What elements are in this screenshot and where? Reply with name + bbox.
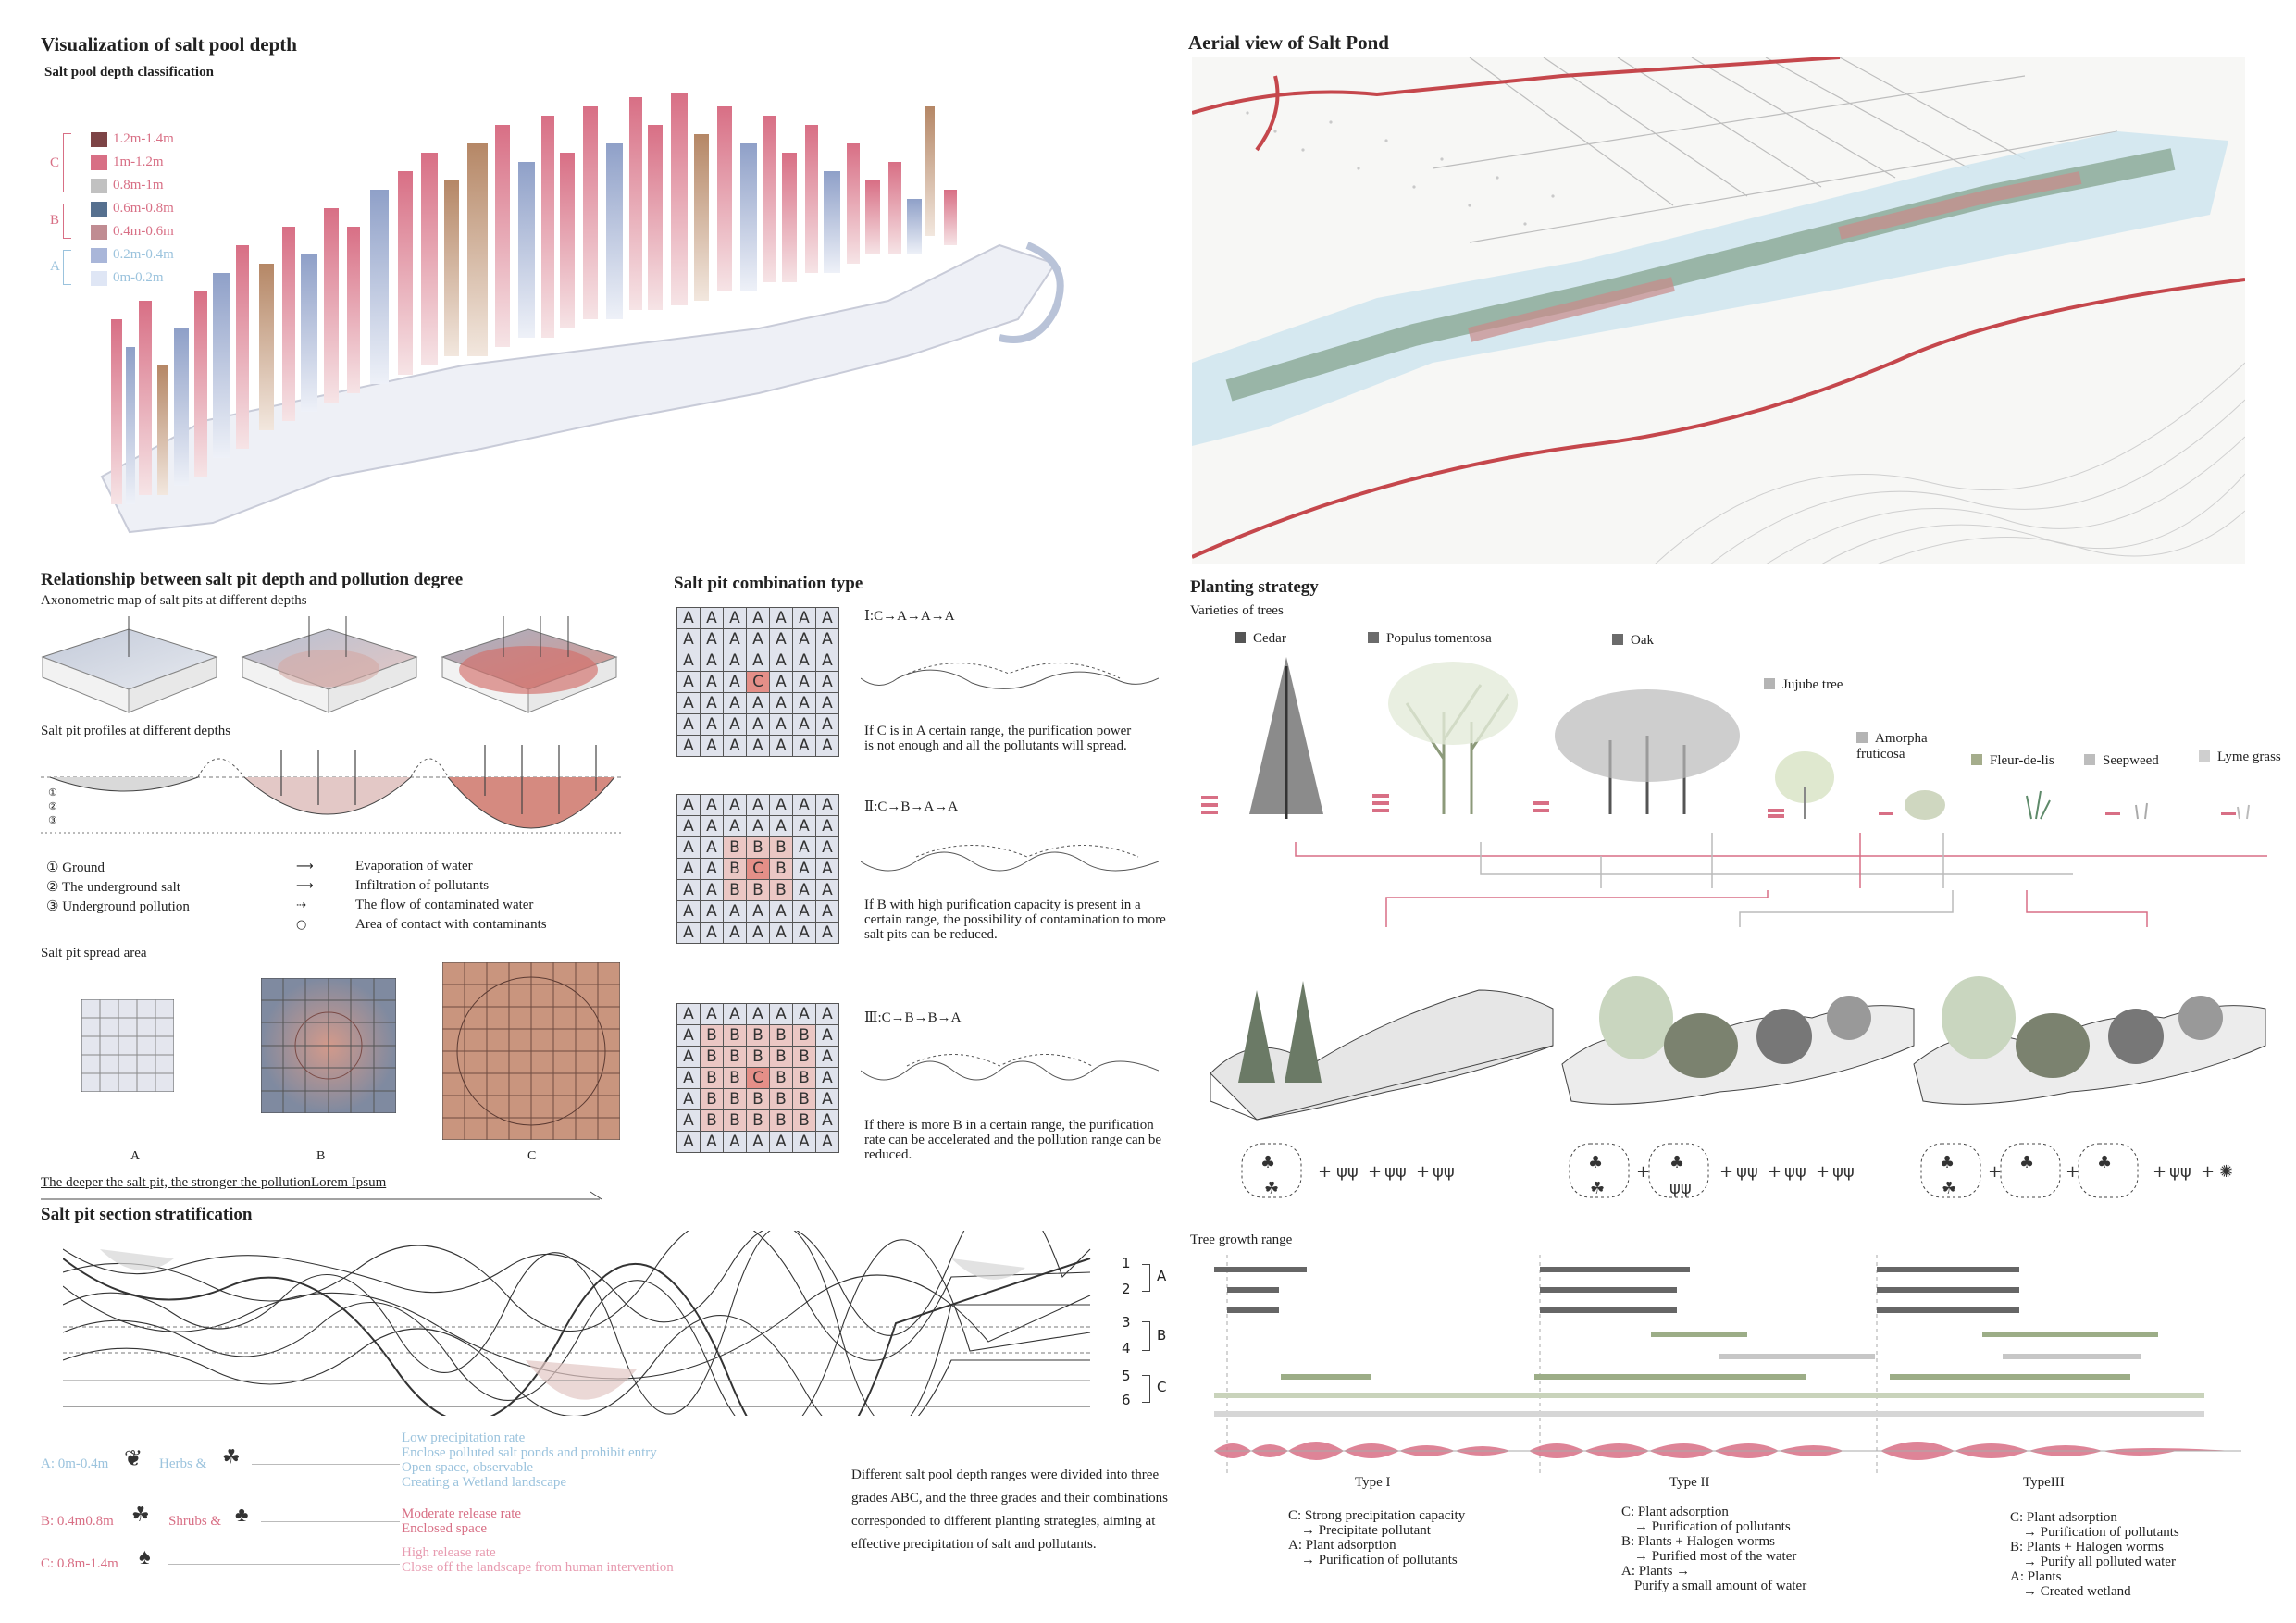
grid-cell: B	[770, 880, 793, 901]
grid-cell: A	[770, 629, 793, 650]
layer-2: 2	[1122, 1281, 1131, 1297]
shrub-icon: ☘	[131, 1503, 150, 1526]
grid-cell: A	[793, 923, 816, 944]
grid-cell: B	[793, 1047, 816, 1068]
aerial-view-image	[1192, 57, 2245, 564]
svg-text:ψψ: ψψ	[1669, 1179, 1692, 1198]
grid-cell: B	[747, 880, 770, 901]
type-2-name: Type II	[1669, 1475, 1710, 1490]
grid-cell: A	[724, 693, 747, 714]
grid-cell: A	[724, 714, 747, 736]
grid-cell: A	[816, 629, 839, 650]
tree-growth-range-chart	[1214, 1255, 2251, 1477]
grid-cell: A	[816, 859, 839, 880]
grid-cell: B	[770, 1110, 793, 1132]
svg-text:+: +	[1416, 1162, 1431, 1182]
strategy-b-plant: Shrubs &	[168, 1514, 222, 1529]
grid-cell: A	[724, 923, 747, 944]
grid-cell: A	[677, 629, 701, 650]
profile-marker-1: ①	[48, 787, 57, 799]
svg-text:+: +	[1368, 1162, 1383, 1182]
grid-cell: A	[770, 923, 793, 944]
section-title: Salt pit section stratification	[41, 1205, 253, 1224]
grid-cell: A	[677, 880, 701, 901]
grid-cell: A	[701, 1132, 724, 1153]
pollution-footer: The deeper the salt pit, the stronger the pollutionLorem Ipsum	[41, 1175, 387, 1190]
grid-cell: A	[793, 1132, 816, 1153]
svg-text:+: +	[1988, 1162, 2003, 1182]
legend-item: 0.8m-1m	[91, 174, 164, 197]
grid-cell: A	[677, 1110, 701, 1132]
legend-item: 1.2m-1.4m	[91, 128, 174, 151]
grid-cell: A	[793, 672, 816, 693]
grid-cell: A	[770, 672, 793, 693]
grid-cell: A	[770, 693, 793, 714]
svg-text:♣: ♣	[2019, 1153, 2035, 1172]
axo-label: Axonometric map of salt pits at different depths	[41, 593, 307, 608]
tree-label-fleur: Fleur-de-lis	[1971, 753, 2054, 769]
combination-type-1-text: If C is in A certain range, the purification power is not enough and all the pollutants will spread.	[864, 724, 1132, 753]
grid-cell: A	[816, 837, 839, 859]
grid-cell: A	[770, 901, 793, 923]
legend-ground: ① Ground	[46, 861, 105, 875]
legend-item: 1m-1.2m	[91, 151, 164, 174]
grade-a-label: A	[50, 259, 60, 274]
grid-cell: A	[701, 859, 724, 880]
strategy-b-connector	[261, 1521, 400, 1522]
grade-c-bracket	[63, 133, 71, 192]
legend-item: 0.2m-0.4m	[91, 243, 174, 266]
layer-3: 3	[1122, 1314, 1131, 1331]
combination-type-3-label: Ⅲ:C→B→B→A	[864, 1010, 962, 1025]
terrain-type-2	[1562, 976, 1914, 1104]
grid-cell: A	[793, 816, 816, 837]
axo-pit-b	[242, 616, 416, 712]
tree-varieties-illustration	[1194, 648, 2267, 888]
tree-icon: ♣	[235, 1503, 249, 1526]
grid-cell: B	[724, 880, 747, 901]
circle-icon: ○	[296, 918, 307, 932]
grid-cell: A	[770, 714, 793, 736]
grid-cell: A	[816, 816, 839, 837]
tree-label-oak: Oak	[1612, 633, 1654, 649]
grid-cell: A	[747, 629, 770, 650]
grid-cell: A	[816, 714, 839, 736]
grid-cell: A	[770, 736, 793, 757]
grid-cell: B	[724, 1025, 747, 1047]
grid-cell: B	[701, 1068, 724, 1089]
grid-cell: A	[701, 736, 724, 757]
growth-label: Tree growth range	[1190, 1233, 1293, 1247]
grid-cell: A	[701, 837, 724, 859]
arrow-icon: ⟶	[296, 860, 314, 873]
grid-cell: A	[724, 1004, 747, 1025]
grid-cell: B	[770, 1047, 793, 1068]
grid-cell: B	[793, 1089, 816, 1110]
grid-cell: A	[677, 1089, 701, 1110]
grid-cell: A	[701, 816, 724, 837]
grid-cell: A	[816, 1110, 839, 1132]
grid-cell: A	[793, 795, 816, 816]
strategy-b-range: B: 0.4m0.8m	[41, 1514, 114, 1529]
svg-text:+: +	[1768, 1162, 1782, 1182]
spread-label-c: C	[527, 1149, 537, 1163]
svg-text:♣: ♣	[1669, 1153, 1685, 1172]
combination-type-2-label: Ⅱ:C→B→A→A	[864, 799, 959, 814]
combination-grid-1	[676, 607, 839, 757]
grid-cell: A	[747, 795, 770, 816]
depth-viz-title: Visualization of salt pool depth	[41, 33, 297, 56]
grid-cell: A	[793, 1004, 816, 1025]
legend-contact-area: ○ Area of contact with contaminants	[296, 917, 547, 932]
grid-cell: A	[747, 650, 770, 672]
grid-cell: A	[747, 693, 770, 714]
grid-cell: B	[793, 1068, 816, 1089]
legend-item: 0m-0.2m	[91, 266, 164, 290]
grid-cell: A	[677, 1068, 701, 1089]
grid-cell: A	[793, 736, 816, 757]
grid-cell: A	[701, 672, 724, 693]
grid-cell: A	[770, 795, 793, 816]
grid-cell: A	[793, 650, 816, 672]
legend-underground-salt: ② The underground salt	[46, 880, 180, 895]
grade-bracket-a	[1142, 1264, 1150, 1292]
grid-cell: A	[816, 693, 839, 714]
grid-cell: B	[747, 1047, 770, 1068]
grid-cell: A	[724, 1132, 747, 1153]
planting-terrain-sections	[1201, 935, 2275, 1138]
grid-cell: A	[747, 1132, 770, 1153]
grid-cell: A	[701, 650, 724, 672]
spread-area-a	[81, 999, 174, 1092]
strategy-a-notes: Low precipitation rate Enclose polluted salt ponds and prohibit entry Open space, observable Creating a Wetland landscape	[402, 1431, 657, 1490]
axo-pit-a	[43, 616, 217, 712]
grid-cell: A	[701, 901, 724, 923]
grid-cell: A	[793, 608, 816, 629]
legend-infiltration: ⟶ Infiltration of pollutants	[296, 878, 490, 893]
layer-1: 1	[1122, 1255, 1131, 1271]
grid-cell: A	[816, 1068, 839, 1089]
grid-cell: A	[677, 837, 701, 859]
grid-cell: A	[677, 672, 701, 693]
layer-legend	[46, 859, 190, 917]
svg-text:ψψ: ψψ	[1336, 1162, 1359, 1182]
grid-cell: A	[677, 736, 701, 757]
spread-label: Salt pit spread area	[41, 946, 147, 960]
tree-label-populus: Populus tomentosa	[1368, 631, 1492, 647]
grid-cell: B	[770, 1068, 793, 1089]
grid-cell: A	[816, 736, 839, 757]
svg-text:+: +	[1816, 1162, 1831, 1182]
grid-cell: A	[747, 816, 770, 837]
varieties-label: Varieties of trees	[1190, 603, 1284, 618]
svg-text:+: +	[1719, 1162, 1734, 1182]
grid-cell: A	[677, 795, 701, 816]
grid-cell: A	[747, 736, 770, 757]
grid-cell: B	[701, 1025, 724, 1047]
pit-profiles	[41, 740, 624, 851]
planting-combination-icons	[1236, 1136, 2282, 1210]
grid-cell: A	[677, 901, 701, 923]
svg-text:ψψ: ψψ	[1384, 1162, 1407, 1182]
grid-cell: A	[747, 901, 770, 923]
svg-text:+: +	[2153, 1162, 2167, 1182]
section-waves	[63, 1231, 1109, 1416]
grid-cell: A	[724, 608, 747, 629]
grid-cell: B	[724, 1110, 747, 1132]
grid-cell: B	[701, 1110, 724, 1132]
grid-cell: A	[747, 923, 770, 944]
grid-cell: A	[793, 714, 816, 736]
svg-text:ψψ: ψψ	[1784, 1162, 1806, 1182]
svg-text:+: +	[1318, 1162, 1333, 1182]
grid-cell: C	[747, 1068, 770, 1089]
grid-cell: B	[793, 1110, 816, 1132]
svg-text:ψψ: ψψ	[1736, 1162, 1758, 1182]
grade-a-bracket	[63, 250, 71, 285]
svg-text:ψψ: ψψ	[1433, 1162, 1455, 1182]
combination-type-1-label: Ⅰ:C→A→A→A	[864, 609, 955, 624]
section-summary: Different salt pool depth ranges were divided into three grades ABC, and the three grades and their combinations corresponded to different planting strategies, aiming at effective precipitation of salt and pollutants.	[851, 1468, 1168, 1552]
grade-bracket-b	[1142, 1321, 1150, 1351]
grid-cell: A	[701, 714, 724, 736]
layer-5: 5	[1122, 1368, 1131, 1384]
type-2-description: C: Plant adsorption → Purification of pollutants B: Plants + Halogen worms → Purified most of the water A: Plants → Purify a small amount of water	[1621, 1505, 1807, 1593]
grid-cell: A	[816, 901, 839, 923]
grid-cell: A	[793, 880, 816, 901]
grid-cell: A	[816, 608, 839, 629]
grid-cell: A	[816, 672, 839, 693]
relationship-title: Relationship between salt pit depth and pollution degree	[41, 570, 464, 589]
legend-evaporation: ⟶ Evaporation of water	[296, 859, 473, 873]
svg-text:ψψ: ψψ	[1832, 1162, 1855, 1182]
grid-cell: A	[677, 1025, 701, 1047]
shrub-icon: ☘	[222, 1445, 241, 1468]
strategy-a-plant: Herbs &	[159, 1456, 207, 1471]
grid-cell: A	[701, 923, 724, 944]
herb-icon: ❦	[124, 1447, 143, 1471]
grid-cell: A	[701, 608, 724, 629]
grid-cell: B	[701, 1047, 724, 1068]
grid-cell: A	[816, 650, 839, 672]
grid-cell: A	[816, 1004, 839, 1025]
strategy-a-range: A: 0m-0.4m	[41, 1456, 109, 1471]
grid-cell: B	[793, 1025, 816, 1047]
profile-marker-3: ③	[48, 814, 57, 826]
arrow-icon: ⟶	[296, 879, 314, 893]
axo-pit-c	[442, 616, 616, 712]
svg-text:☘: ☘	[1942, 1179, 1957, 1198]
grid-cell: A	[816, 880, 839, 901]
grade-bracket-c	[1142, 1375, 1150, 1403]
spread-label-b: B	[316, 1149, 326, 1163]
grade-b-bracket	[63, 204, 71, 239]
combination-type-2-text: If B with high purification capacity is present in a certain range, the possibility of contamination to more salt pits can be reduced.	[864, 898, 1166, 942]
profile-marker-2: ②	[48, 800, 57, 812]
grid-cell: A	[724, 816, 747, 837]
combination-wave-1	[861, 655, 1159, 701]
strategy-c-connector	[168, 1564, 400, 1565]
grid-cell: B	[701, 1089, 724, 1110]
grid-cell: A	[677, 608, 701, 629]
grid-cell: A	[816, 1089, 839, 1110]
axonometric-pits	[41, 611, 624, 722]
grid-cell: B	[770, 1089, 793, 1110]
grid-cell: B	[724, 1068, 747, 1089]
svg-text:♣: ♣	[1588, 1153, 1604, 1172]
grid-cell: A	[677, 816, 701, 837]
grid-cell: A	[724, 629, 747, 650]
strategy-c-notes: High release rate Close off the landscape from human intervention	[402, 1545, 674, 1575]
aerial-title: Aerial view of Salt Pond	[1188, 31, 1389, 54]
grid-cell: A	[793, 837, 816, 859]
depth-3d-visualization	[93, 88, 1129, 551]
svg-text:+: +	[2201, 1162, 2215, 1182]
type-1-name: Type I	[1355, 1475, 1391, 1490]
terrain-type-1	[1210, 981, 1553, 1120]
grade-c-label: C	[50, 155, 60, 170]
svg-text:☘: ☘	[1264, 1179, 1280, 1198]
svg-text:+: +	[1636, 1162, 1651, 1182]
strategy-a-connector	[252, 1464, 400, 1465]
grid-cell: A	[747, 608, 770, 629]
planting-title: Planting strategy	[1190, 577, 1319, 597]
grid-cell: A	[793, 901, 816, 923]
grid-cell: A	[816, 1047, 839, 1068]
svg-text:♣: ♣	[1940, 1153, 1955, 1172]
strategy-b-notes: Moderate release rate Enclosed space	[402, 1506, 522, 1536]
grid-cell: A	[770, 1132, 793, 1153]
grid-cell: B	[724, 859, 747, 880]
grid-cell: A	[701, 629, 724, 650]
tree-label-seepweed: Seepweed	[2084, 753, 2159, 769]
tree-label-amorpha: Amorpha fruticosa	[1856, 731, 1928, 762]
layer-6: 6	[1122, 1392, 1131, 1408]
tree-label-jujube: Jujube tree	[1764, 677, 1847, 693]
grid-cell: B	[724, 1047, 747, 1068]
grid-cell: A	[701, 1004, 724, 1025]
combination-title: Salt pit combination type	[674, 574, 863, 593]
grid-cell: A	[724, 650, 747, 672]
legend-flow: ⇢ The flow of contaminated water	[296, 898, 534, 912]
grid-cell: B	[770, 859, 793, 880]
layer-4: 4	[1122, 1340, 1131, 1357]
spread-area-c	[442, 962, 620, 1140]
grid-cell: C	[747, 859, 770, 880]
grid-cell: A	[793, 859, 816, 880]
type-1-description: C: Strong precipitation capacity → Precipitate pollutant A: Plant adsorption → Purification of pollutants	[1288, 1508, 1466, 1567]
grid-cell: A	[677, 693, 701, 714]
arrow-legend	[296, 859, 547, 936]
grid-cell: A	[701, 880, 724, 901]
grid-cell: A	[677, 859, 701, 880]
grid-cell: C	[747, 672, 770, 693]
tree-label-cedar: Cedar	[1235, 631, 1286, 647]
grid-cell: B	[724, 837, 747, 859]
grid-cell: B	[747, 1110, 770, 1132]
grid-cell: A	[701, 693, 724, 714]
legend-underground-pollution: ③ Underground pollution	[46, 899, 190, 914]
grid-cell: A	[770, 650, 793, 672]
combination-grid-3	[676, 1003, 839, 1153]
grade-b-label: B	[50, 213, 60, 228]
grid-cell: A	[677, 650, 701, 672]
grid-cell: A	[677, 1004, 701, 1025]
svg-text:☘: ☘	[1590, 1179, 1606, 1198]
svg-text:♣: ♣	[2097, 1153, 2113, 1172]
depth-bars	[111, 93, 957, 504]
profiles-label: Salt pit profiles at different depths	[41, 724, 231, 738]
spread-label-a: A	[130, 1149, 141, 1163]
dashed-arrow-icon: ⇢	[296, 898, 306, 912]
grid-cell: A	[816, 1025, 839, 1047]
grid-cell: A	[677, 714, 701, 736]
tree-label-lyme: Lyme grass	[2199, 750, 2282, 765]
grid-cell: A	[724, 901, 747, 923]
combination-wave-2	[861, 838, 1159, 885]
grade-c: C	[1157, 1379, 1167, 1395]
grid-cell: A	[677, 923, 701, 944]
grid-cell: A	[677, 1047, 701, 1068]
svg-text:♣: ♣	[1260, 1153, 1276, 1172]
grid-cell: A	[770, 816, 793, 837]
grid-cell: A	[677, 1132, 701, 1153]
svg-text:+: +	[2066, 1162, 2080, 1182]
grid-cell: A	[747, 714, 770, 736]
grid-cell: B	[747, 1089, 770, 1110]
strategy-c-range: C: 0.8m-1.4m	[41, 1556, 118, 1571]
grid-cell: A	[816, 923, 839, 944]
grid-cell: A	[747, 1004, 770, 1025]
legend-item: 0.4m-0.6m	[91, 220, 174, 243]
grid-cell: A	[793, 629, 816, 650]
grid-cell: A	[724, 795, 747, 816]
grid-cell: B	[770, 837, 793, 859]
tree-icon: ♠	[139, 1545, 151, 1569]
spread-area-b	[261, 978, 396, 1113]
footer-arrow	[41, 1190, 605, 1203]
grid-cell: B	[770, 1025, 793, 1047]
svg-text:ψψ: ψψ	[2169, 1162, 2191, 1182]
combination-grid-2	[676, 794, 839, 944]
grid-cell: B	[747, 1025, 770, 1047]
combination-type-3-text: If there is more B in a certain range, the purification rate can be accelerated and the pollution range can be reduced.	[864, 1118, 1162, 1162]
grade-b: B	[1157, 1327, 1167, 1344]
grid-cell: A	[770, 608, 793, 629]
terrain-type-3	[1914, 976, 2265, 1104]
grid-cell: A	[701, 795, 724, 816]
combination-wave-3	[861, 1047, 1159, 1094]
grid-cell: A	[793, 693, 816, 714]
depth-viz-subtitle: Salt pool depth classification	[44, 65, 214, 80]
grid-cell: A	[770, 1004, 793, 1025]
grid-cell: A	[816, 795, 839, 816]
type-3-description: C: Plant adsorption → Purification of pollutants B: Plants + Halogen worms → Purify all polluted water A: Plants → Created wetland	[2010, 1510, 2179, 1599]
grid-cell: A	[724, 672, 747, 693]
grid-cell: A	[724, 736, 747, 757]
grade-a: A	[1157, 1268, 1167, 1284]
type-3-name: TypeIII	[2023, 1475, 2065, 1490]
svg-text:✺: ✺	[2219, 1162, 2234, 1182]
legend-item: 0.6m-0.8m	[91, 197, 174, 220]
grid-cell: A	[816, 1132, 839, 1153]
grid-cell: B	[724, 1089, 747, 1110]
grid-cell: B	[747, 837, 770, 859]
